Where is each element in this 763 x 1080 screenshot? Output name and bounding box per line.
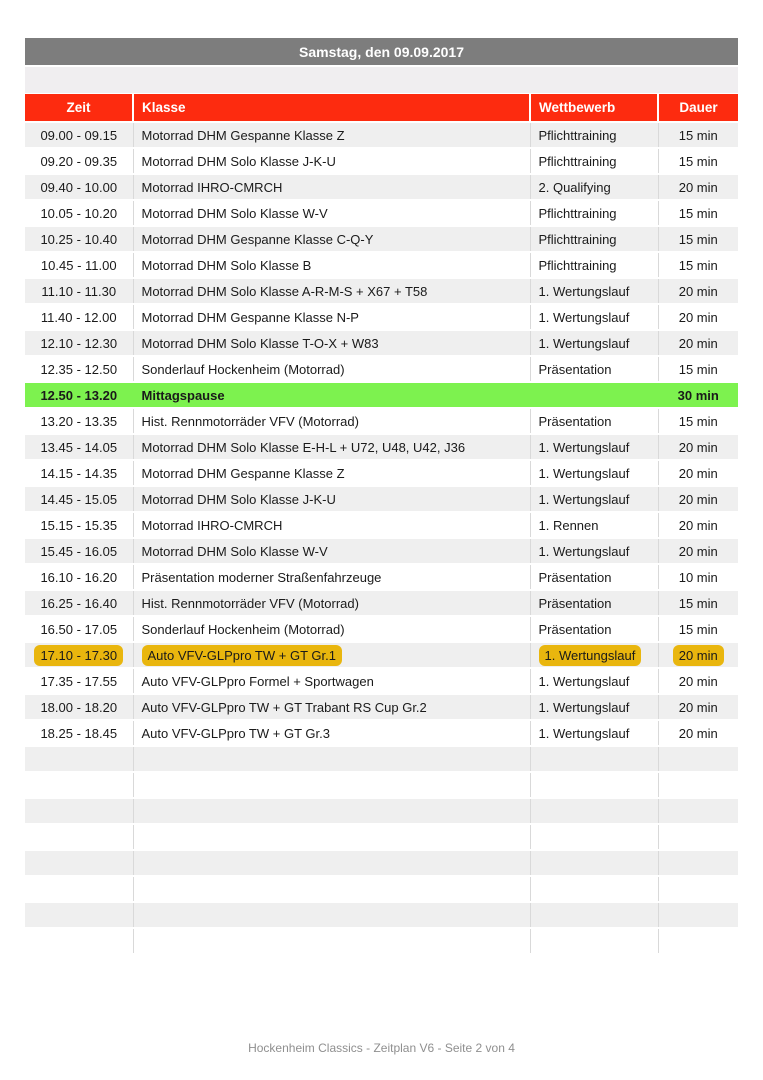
time-cell: 16.10 - 16.20 [25,564,133,590]
class-cell: Auto VFV-GLPpro TW + GT Trabant RS Cup Gr.2 [133,694,530,720]
schedule-row [25,460,738,486]
competition-cell: 2. Qualifying [530,174,658,200]
class-cell: Motorrad DHM Gespanne Klasse Z [133,122,530,148]
break-row [25,382,738,408]
competition-cell: 1. Wertungslauf [530,486,658,512]
competition-cell-empty [530,850,658,876]
class-cell-empty [133,928,530,954]
duration-cell: 15 min [658,200,738,226]
competition-cell: Präsentation [530,564,658,590]
schedule-row [25,252,738,278]
time-cell: 17.35 - 17.55 [25,668,133,694]
duration-cell: 20 min [658,512,738,538]
time-cell: 12.50 - 13.20 [25,382,133,408]
empty-row [25,902,738,928]
duration-cell-empty [658,928,738,954]
schedule-row [25,434,738,460]
time-cell: 12.10 - 12.30 [25,330,133,356]
class-cell [133,642,530,668]
column-header-dauer: Dauer [658,94,738,122]
time-cell: 14.45 - 15.05 [25,486,133,512]
class-cell: Präsentation moderner Straßenfahrzeuge [133,564,530,590]
duration-cell: 20 min [658,330,738,356]
empty-row [25,746,738,772]
class-cell: Auto VFV-GLPpro TW + GT Gr.3 [133,720,530,746]
competition-cell [530,382,658,408]
duration-cell-empty [658,798,738,824]
column-header-klasse: Klasse [133,94,530,122]
class-cell: Motorrad DHM Gespanne Klasse C-Q-Y [133,226,530,252]
time-cell: 13.45 - 14.05 [25,434,133,460]
time-cell-empty [25,902,133,928]
time-cell: 09.40 - 10.00 [25,174,133,200]
time-cell: 16.25 - 16.40 [25,590,133,616]
time-cell: 12.35 - 12.50 [25,356,133,382]
duration-cell: 20 min [658,278,738,304]
schedule-row [25,330,738,356]
schedule-row [25,720,738,746]
competition-cell-empty [530,772,658,798]
schedule-row [25,356,738,382]
time-cell [25,642,133,668]
time-cell-empty [25,798,133,824]
highlight-marker: 17.10 - 17.30 [34,645,123,666]
schedule-row [25,694,738,720]
duration-cell: 15 min [658,252,738,278]
schedule-row [25,668,738,694]
time-cell-empty [25,928,133,954]
time-cell: 14.15 - 14.35 [25,460,133,486]
duration-cell: 20 min [658,486,738,512]
schedule-sheet [25,38,738,955]
competition-cell: 1. Wertungslauf [530,668,658,694]
empty-row [25,928,738,954]
column-header-wettbewerb: Wettbewerb [530,94,658,122]
competition-cell: Pflichttraining [530,226,658,252]
class-cell: Motorrad DHM Solo Klasse J-K-U [133,148,530,174]
class-cell: Hist. Rennmotorräder VFV (Motorrad) [133,408,530,434]
competition-cell: 1. Wertungslauf [530,434,658,460]
competition-cell-empty [530,798,658,824]
class-cell-empty [133,798,530,824]
duration-cell: 30 min [658,382,738,408]
competition-cell: 1. Wertungslauf [530,694,658,720]
class-cell: Motorrad IHRO-CMRCH [133,174,530,200]
page-footer: Hockenheim Classics - Zeitplan V6 - Seite 2 von 4 [248,1041,515,1055]
duration-cell-empty [658,746,738,772]
competition-cell: Präsentation [530,590,658,616]
schedule-row [25,122,738,148]
duration-cell-empty [658,772,738,798]
competition-cell [530,642,658,668]
empty-row [25,798,738,824]
duration-cell: 20 min [658,538,738,564]
schedule-row [25,512,738,538]
table-header-row [25,94,738,122]
time-cell-empty [25,850,133,876]
schedule-row [25,642,738,668]
empty-row [25,876,738,902]
class-cell: Motorrad DHM Solo Klasse W-V [133,200,530,226]
time-cell: 09.20 - 09.35 [25,148,133,174]
class-cell-empty [133,902,530,928]
duration-cell: 15 min [658,226,738,252]
schedule-row [25,408,738,434]
duration-cell-empty [658,850,738,876]
time-cell: 13.20 - 13.35 [25,408,133,434]
competition-cell-empty [530,902,658,928]
time-cell: 15.45 - 16.05 [25,538,133,564]
class-cell-empty [133,772,530,798]
duration-cell: 20 min [658,720,738,746]
empty-row [25,824,738,850]
schedule-row [25,564,738,590]
time-cell-empty [25,876,133,902]
time-cell: 11.40 - 12.00 [25,304,133,330]
duration-cell-empty [658,876,738,902]
duration-cell: 20 min [658,434,738,460]
time-cell: 10.05 - 10.20 [25,200,133,226]
duration-cell: 20 min [658,460,738,486]
schedule-body [25,122,738,954]
empty-row [25,772,738,798]
class-cell: Motorrad DHM Gespanne Klasse N-P [133,304,530,330]
duration-cell: 20 min [658,694,738,720]
duration-cell: 15 min [658,148,738,174]
competition-cell: 1. Wertungslauf [530,304,658,330]
competition-cell: Pflichttraining [530,148,658,174]
class-cell: Sonderlauf Hockenheim (Motorrad) [133,616,530,642]
duration-cell: 15 min [658,590,738,616]
duration-cell-empty [658,902,738,928]
highlight-marker: Auto VFV-GLPpro TW + GT Gr.1 [142,645,342,666]
class-cell: Motorrad DHM Solo Klasse E-H-L + U72, U48, U42, J36 [133,434,530,460]
class-cell: Motorrad DHM Solo Klasse T-O-X + W83 [133,330,530,356]
class-cell: Auto VFV-GLPpro Formel + Sportwagen [133,668,530,694]
class-cell: Motorrad DHM Solo Klasse A-R-M-S + X67 + T58 [133,278,530,304]
empty-row [25,850,738,876]
duration-cell-empty [658,824,738,850]
time-cell: 10.45 - 11.00 [25,252,133,278]
competition-cell-empty [530,746,658,772]
highlight-marker: 1. Wertungslauf [539,645,642,666]
competition-cell: Pflichttraining [530,252,658,278]
class-cell: Motorrad DHM Solo Klasse W-V [133,538,530,564]
column-header-zeit: Zeit [25,94,133,122]
competition-cell: 1. Wertungslauf [530,330,658,356]
class-cell-empty [133,850,530,876]
highlight-marker: 20 min [673,645,724,666]
day-title-bar [25,38,738,65]
schedule-row [25,538,738,564]
time-cell: 09.00 - 09.15 [25,122,133,148]
competition-cell: 1. Wertungslauf [530,460,658,486]
schedule-row [25,200,738,226]
day-title: Samstag, den 09.09.2017 [299,43,464,60]
class-cell: Motorrad DHM Solo Klasse B [133,252,530,278]
class-cell: Motorrad DHM Gespanne Klasse Z [133,460,530,486]
competition-cell-empty [530,824,658,850]
time-cell: 10.25 - 10.40 [25,226,133,252]
class-cell: Hist. Rennmotorräder VFV (Motorrad) [133,590,530,616]
schedule-row [25,278,738,304]
competition-cell: 1. Wertungslauf [530,720,658,746]
competition-cell: Präsentation [530,616,658,642]
time-cell: 18.25 - 18.45 [25,720,133,746]
time-cell: 15.15 - 15.35 [25,512,133,538]
duration-cell: 15 min [658,122,738,148]
class-cell: Motorrad DHM Solo Klasse J-K-U [133,486,530,512]
time-cell-empty [25,746,133,772]
schedule-row [25,590,738,616]
schedule-table [25,94,738,955]
duration-cell: 20 min [658,668,738,694]
schedule-row [25,148,738,174]
class-cell-empty [133,824,530,850]
class-cell: Mittagspause [133,382,530,408]
competition-cell: Präsentation [530,356,658,382]
competition-cell: Pflichttraining [530,200,658,226]
duration-cell: 10 min [658,564,738,590]
class-cell: Sonderlauf Hockenheim (Motorrad) [133,356,530,382]
duration-cell: 20 min [658,304,738,330]
class-cell-empty [133,876,530,902]
schedule-row [25,226,738,252]
schedule-row [25,486,738,512]
competition-cell: 1. Wertungslauf [530,278,658,304]
class-cell-empty [133,746,530,772]
time-cell: 18.00 - 18.20 [25,694,133,720]
schedule-row [25,616,738,642]
spacer-band [25,67,738,93]
schedule-row [25,174,738,200]
time-cell-empty [25,772,133,798]
class-cell: Motorrad IHRO-CMRCH [133,512,530,538]
time-cell: 11.10 - 11.30 [25,278,133,304]
competition-cell: Pflichttraining [530,122,658,148]
duration-cell: 15 min [658,408,738,434]
schedule-row [25,304,738,330]
duration-cell: 15 min [658,356,738,382]
competition-cell-empty [530,876,658,902]
duration-cell: 15 min [658,616,738,642]
competition-cell-empty [530,928,658,954]
competition-cell: Präsentation [530,408,658,434]
competition-cell: 1. Rennen [530,512,658,538]
time-cell: 16.50 - 17.05 [25,616,133,642]
duration-cell [658,642,738,668]
competition-cell: 1. Wertungslauf [530,538,658,564]
time-cell-empty [25,824,133,850]
duration-cell: 20 min [658,174,738,200]
